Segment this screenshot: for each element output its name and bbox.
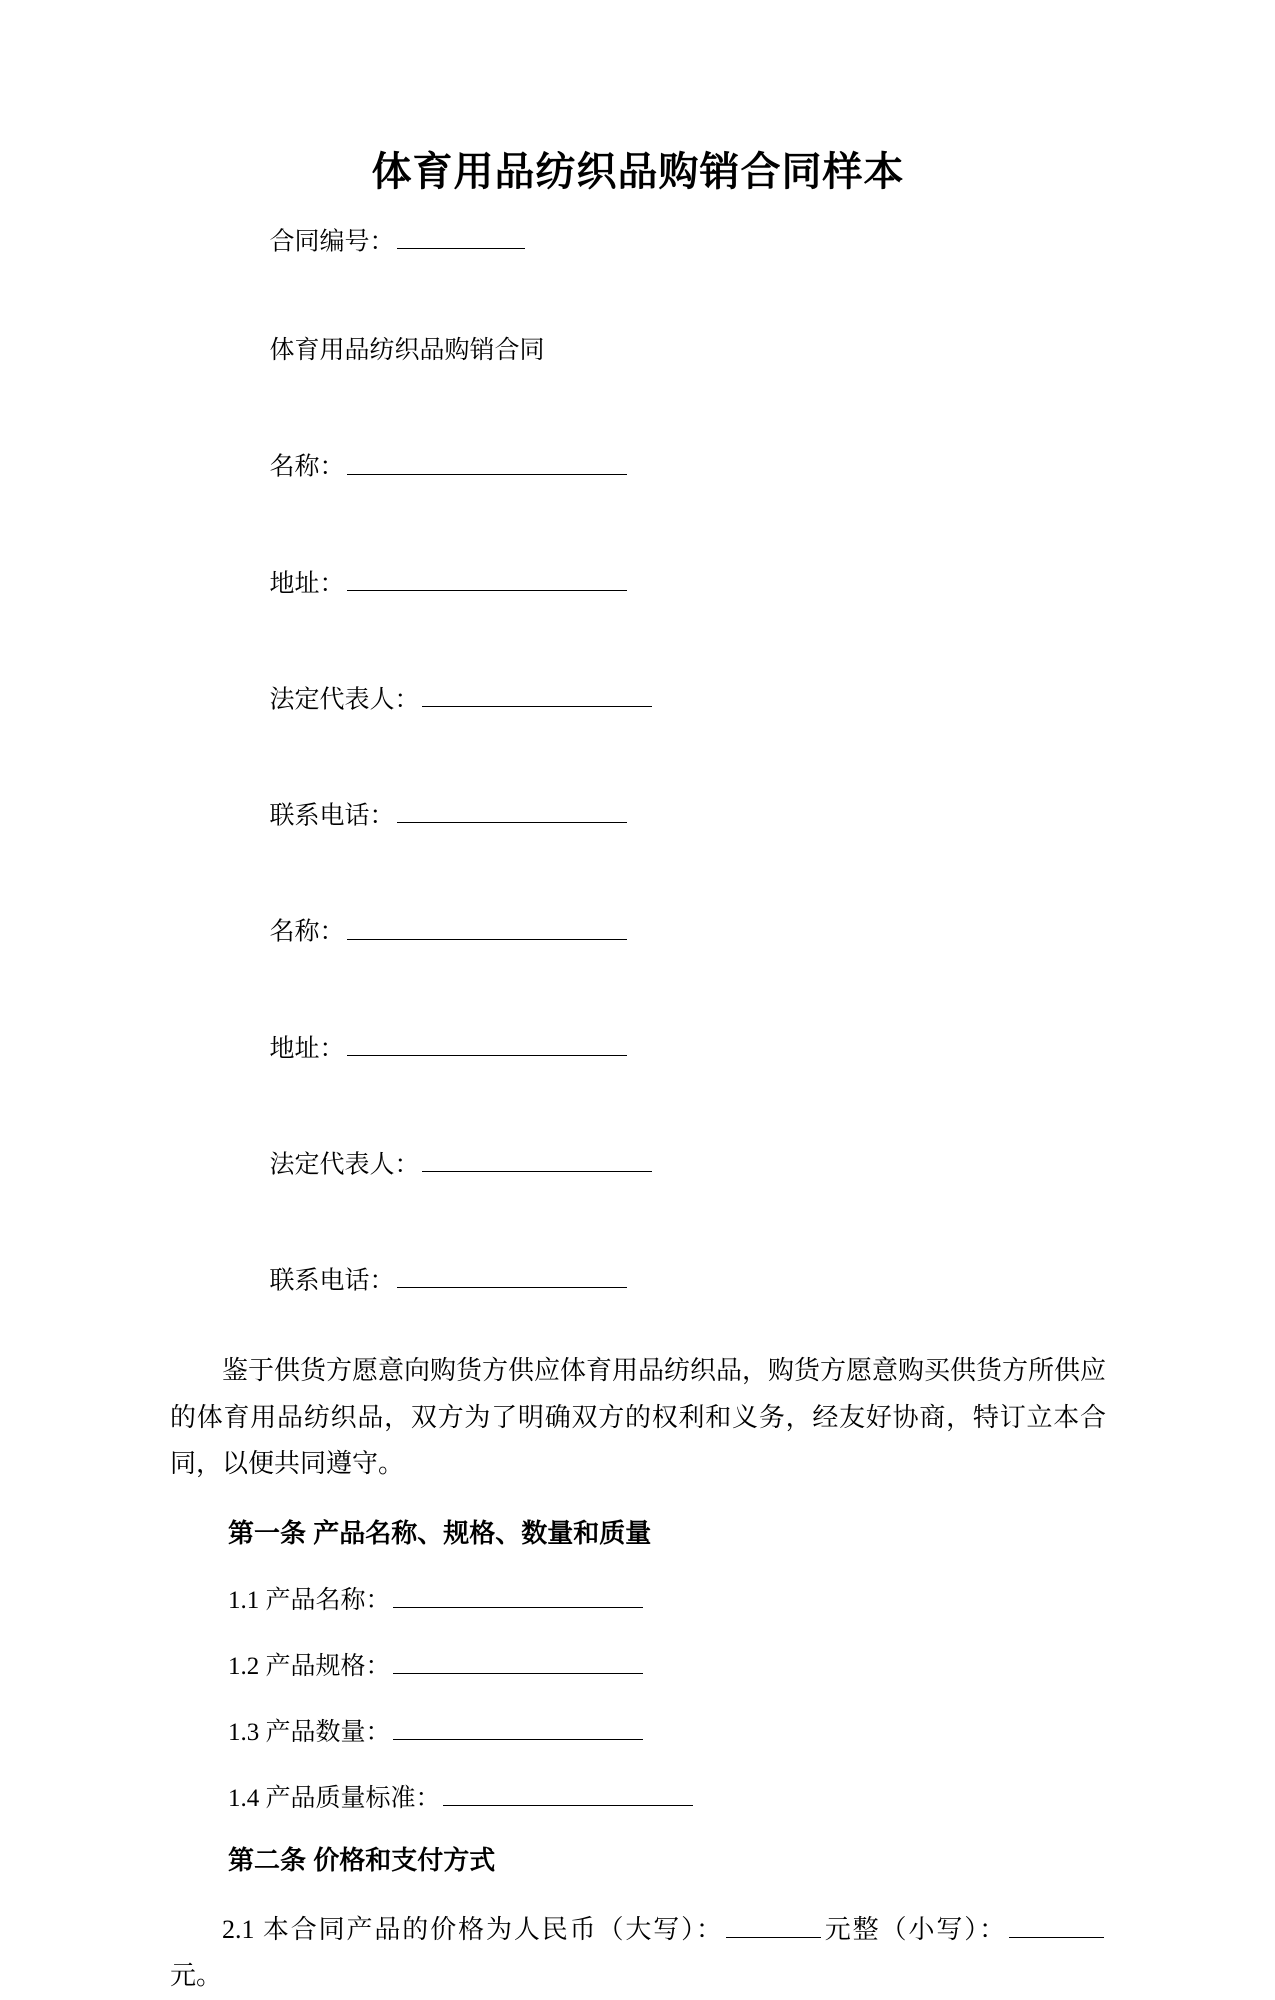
fill-blank[interactable]	[393, 1647, 643, 1674]
fill-blank[interactable]	[393, 1581, 643, 1608]
fill-blank[interactable]	[422, 680, 652, 707]
item-number: 1.2	[228, 1653, 260, 1681]
field-label: 联系电话：	[269, 802, 395, 830]
field-supplier-name	[170, 422, 1106, 504]
fill-blank[interactable]	[1009, 1910, 1104, 1938]
item-label: 产品名称：	[265, 1587, 391, 1615]
item-text-c: ）：	[964, 1915, 1007, 1945]
item-label: 产品数量：	[265, 1719, 391, 1747]
field-buyer-address	[170, 1004, 1106, 1086]
item-label: 产品规格：	[265, 1653, 391, 1681]
recital-paragraph: 鉴于供货方愿意向购货方供应体育用品纺织品，购货方愿意购买供货方所供应的体育用品纺织品，双方为了明确双方的权利和义务，经友好协商，特订立本合同，以便共同遵守。	[170, 1356, 1107, 1478]
field-label: 名称：	[269, 453, 345, 481]
item-label: 产品质量标准：	[265, 1785, 441, 1813]
field-buyer-name	[170, 887, 1106, 969]
field-label: 合同编号：	[269, 228, 395, 256]
field-contract-number	[170, 197, 1106, 279]
fill-blank[interactable]	[397, 222, 525, 249]
field-label: 名称：	[269, 918, 345, 946]
field-contract-name	[170, 313, 1106, 388]
item-text-a: 本合同产品的价格为人民币（大写）：	[262, 1915, 724, 1945]
field-label: 体育用品纺织品购销合同	[269, 337, 545, 365]
field-label: 法定代表人：	[269, 1151, 420, 1178]
section-two-heading: 第二条 价格和支付方式	[228, 1845, 496, 1876]
field-label: 联系电话：	[269, 1267, 395, 1295]
field-buyer-phone	[170, 1236, 1106, 1318]
field-supplier-phone	[170, 771, 1106, 853]
field-label: 法定代表人：	[269, 686, 420, 713]
item-text-d: 元。	[170, 1961, 223, 1991]
item-number: 2.1	[222, 1915, 255, 1945]
fill-blank[interactable]	[422, 1145, 652, 1172]
page-title: 体育用品纺织品购销合同样本	[371, 150, 905, 194]
fill-blank[interactable]	[347, 1029, 627, 1056]
item-product-quantity	[170, 1712, 1106, 1748]
field-label: 地址：	[269, 1034, 345, 1062]
fill-blank[interactable]	[347, 912, 627, 939]
field-supplier-legal-rep	[170, 655, 1106, 737]
field-supplier-address	[170, 539, 1106, 621]
section-one-heading: 第一条 产品名称、规格、数量和质量	[228, 1518, 652, 1549]
item-price-payment	[170, 1907, 1106, 2000]
fill-blank[interactable]	[347, 447, 627, 474]
item-product-quality	[170, 1778, 1106, 1814]
fill-blank[interactable]	[347, 564, 627, 591]
item-text-b: 元整（小写	[822, 1915, 965, 1945]
fill-blank[interactable]	[443, 1779, 693, 1806]
item-number: 1.1	[228, 1587, 260, 1615]
fill-blank[interactable]	[397, 796, 627, 823]
item-number: 1.3	[228, 1719, 260, 1747]
item-number: 1.4	[228, 1785, 260, 1813]
fill-blank[interactable]	[397, 1261, 627, 1288]
field-label: 地址：	[269, 569, 345, 597]
item-product-spec	[170, 1646, 1106, 1682]
fill-blank[interactable]	[726, 1910, 821, 1938]
field-buyer-legal-rep	[170, 1120, 1106, 1202]
fill-blank[interactable]	[393, 1713, 643, 1740]
item-product-name	[170, 1580, 1106, 1616]
document-body	[170, 0, 1106, 2000]
